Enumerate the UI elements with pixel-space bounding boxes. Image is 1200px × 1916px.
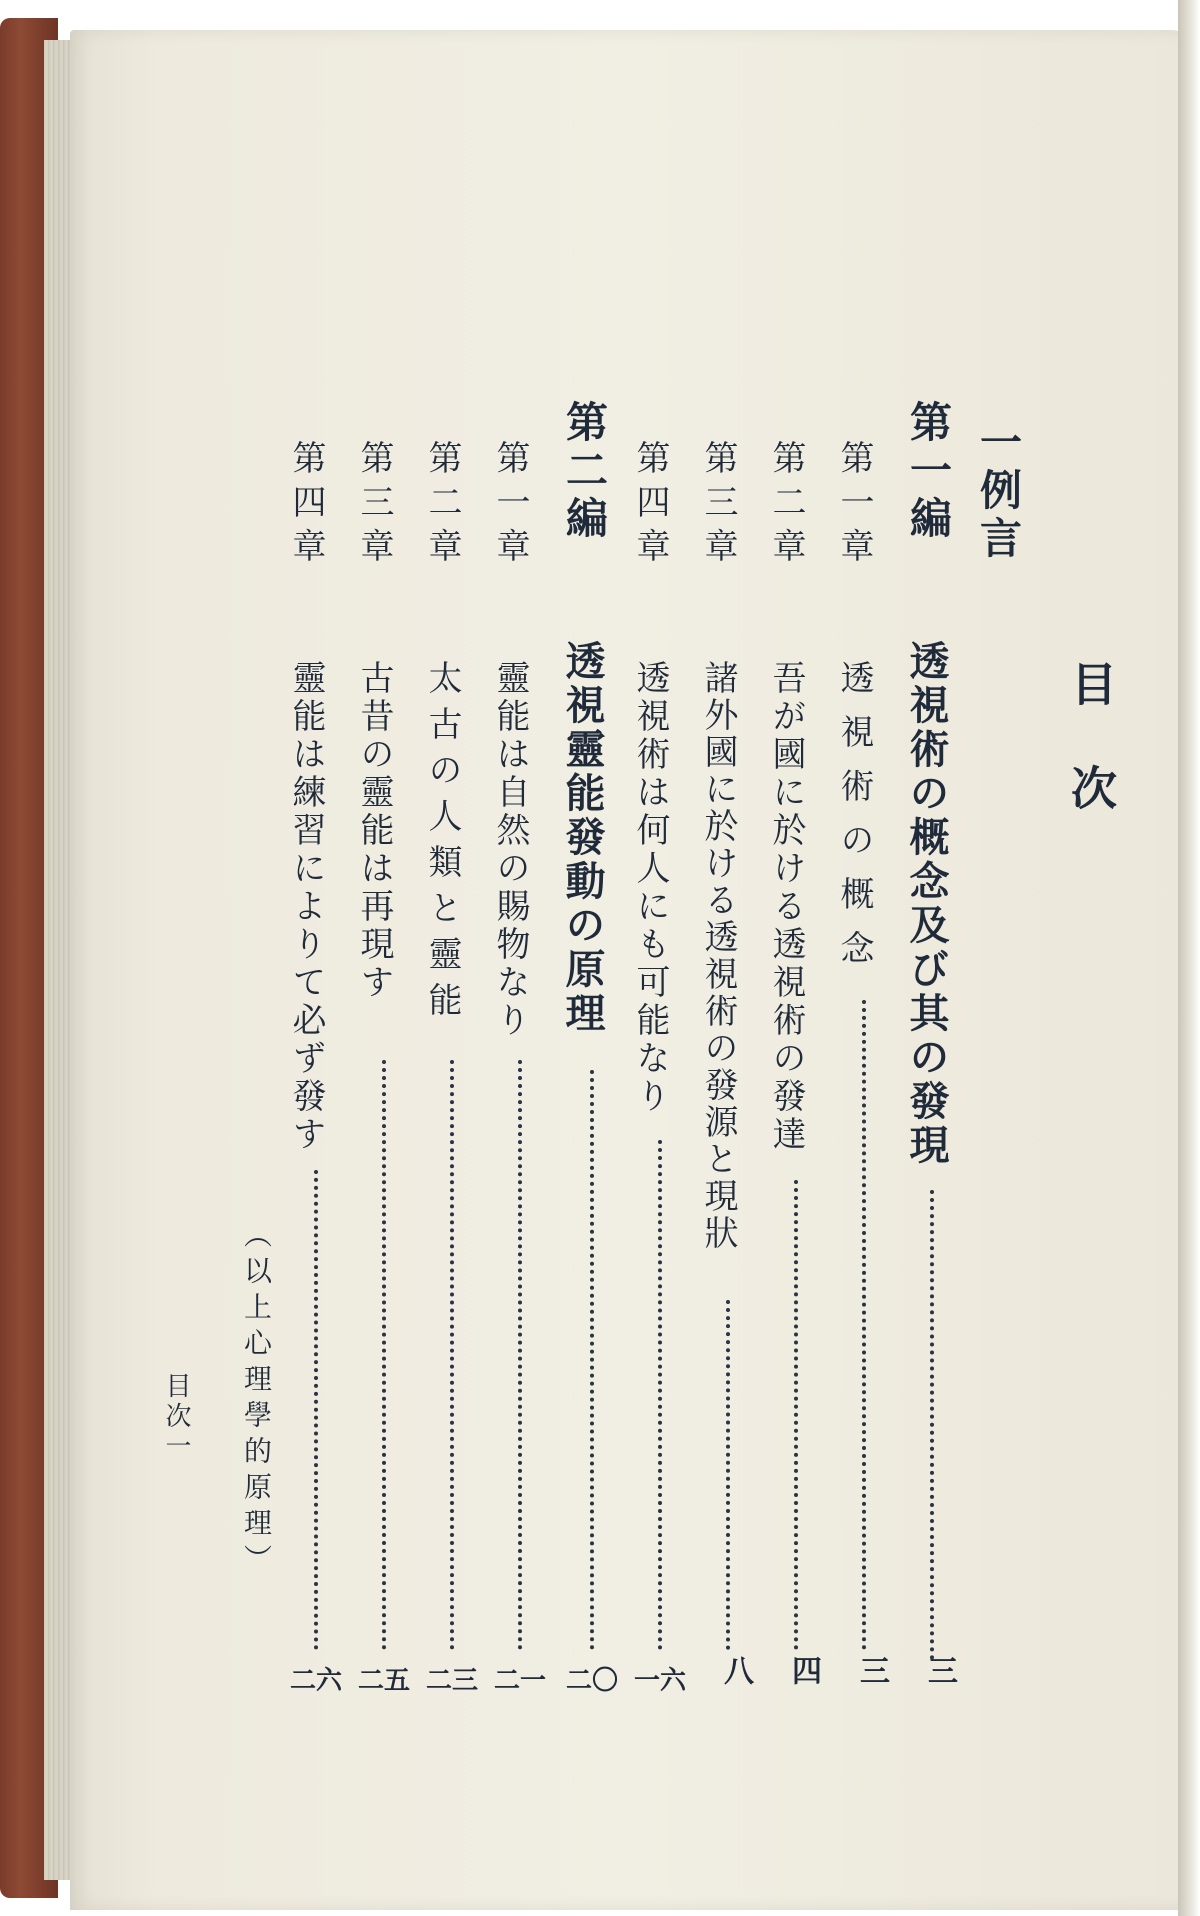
toc-leader	[450, 1060, 454, 1650]
toc-label-chapter: 第一章	[490, 440, 530, 572]
toc-title-part-2: 透視靈能發動の原理	[559, 640, 606, 1036]
toc-page: 八	[718, 1655, 753, 1685]
toc-leader	[862, 1000, 866, 1650]
toc-label-chapter: 第三章	[698, 440, 738, 572]
toc-page: 二六	[289, 1666, 342, 1696]
toc-page: 二五	[357, 1666, 410, 1696]
toc-page: 二三	[425, 1666, 478, 1696]
toc-label-chapter: 第二章	[422, 440, 462, 572]
page-title: 目次	[1064, 660, 1118, 868]
toc-leader	[658, 1140, 662, 1650]
toc-leader-part-2	[590, 1070, 594, 1650]
toc-title-chapter: 古昔の靈能は再現す	[354, 660, 394, 1002]
toc-title-chapter: 靈能は練習によりて必ず發す	[286, 660, 326, 1154]
toc-label-chapter: 第四章	[286, 440, 326, 572]
toc-leader-part-1	[930, 1190, 934, 1660]
toc-label-chapter: 第三章	[354, 440, 394, 572]
toc-label-chapter: 第一章	[834, 440, 874, 572]
toc-title-chapter: 靈能は自然の賜物なり	[490, 660, 530, 1040]
toc-title-chapter: 吾が國に於ける透視術の發達	[766, 660, 806, 1154]
toc-title-part-1: 透視術の概念及び其の發現	[903, 640, 950, 1168]
toc-leader	[794, 1180, 798, 1650]
toc-page: 四	[786, 1655, 821, 1685]
toc-title-chapter: 太古の人類と靈能	[422, 660, 462, 1028]
toc-title-chapter: 透視術は何人にも可能なり	[630, 660, 670, 1116]
toc-title-chapter: 諸外國に於ける透視術の發源と現狀	[698, 660, 738, 1252]
toc-label-chapter: 第二章	[766, 440, 806, 572]
toc-label-part-1: 第一編	[904, 400, 953, 544]
toc-leader	[726, 1300, 730, 1650]
toc-section-note: （以上心理學的原理）	[240, 1220, 273, 1580]
toc-page: 三	[854, 1655, 889, 1685]
toc-leader	[518, 1060, 522, 1650]
toc-label-chapter: 第四章	[630, 440, 670, 572]
page-folio: 目次一	[161, 1372, 191, 1462]
toc-page-preface: 三	[922, 1655, 957, 1685]
toc-leader	[314, 1170, 318, 1650]
toc-page: 二一	[493, 1666, 546, 1696]
toc-label-preface: 一例言	[974, 420, 1023, 564]
right-margin	[1178, 0, 1200, 1916]
toc-page: 一六	[633, 1666, 686, 1696]
toc-label-part-2: 第二編	[560, 400, 609, 544]
toc-page-part-2: 二〇	[565, 1666, 618, 1696]
toc-leader	[382, 1060, 386, 1650]
toc-title-chapter: 透視術の概念	[834, 660, 874, 984]
